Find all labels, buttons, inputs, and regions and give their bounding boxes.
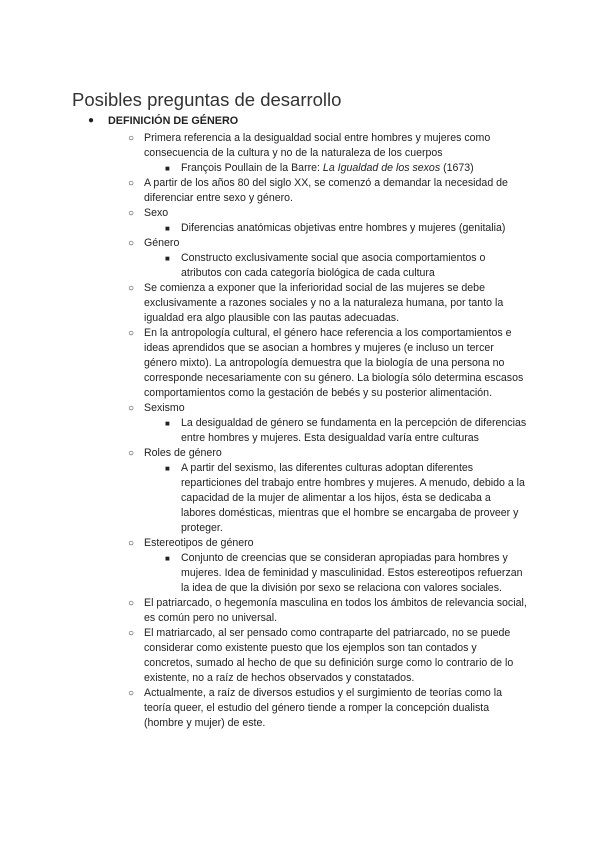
list-item — [128, 596, 528, 626]
list-item — [128, 281, 528, 326]
list-item — [128, 446, 528, 461]
sub-list-item — [128, 221, 528, 236]
circle-bullet-icon: ○ — [128, 598, 135, 609]
list-item-text: Sexo — [144, 207, 169, 219]
circle-bullet-icon: ○ — [128, 628, 135, 639]
square-bullet-icon: ■ — [165, 254, 170, 263]
list-item — [128, 536, 528, 551]
square-bullet-icon: ■ — [165, 164, 170, 173]
sub-list-item — [128, 161, 528, 176]
list-item — [128, 401, 528, 416]
bullet-icon: ● — [88, 115, 95, 126]
list-item-text: Sexismo — [144, 402, 185, 414]
sub-list-item-text: François Poullain de la Barre: La Igualdad de los sexos (1673) — [181, 162, 474, 174]
list-item — [128, 686, 528, 731]
square-bullet-icon: ■ — [165, 224, 170, 233]
list-item-text: Estereotipos de género — [144, 537, 254, 549]
circle-bullet-icon: ○ — [128, 403, 135, 414]
list-item — [128, 131, 528, 161]
sub-list-item — [128, 416, 528, 446]
circle-bullet-icon: ○ — [128, 448, 135, 459]
sub-list-item-text: Diferencias anatómicas objetivas entre hombres y mujeres (genitalia) — [181, 222, 506, 234]
square-bullet-icon: ■ — [165, 464, 170, 473]
circle-bullet-icon: ○ — [128, 538, 135, 549]
list-item — [128, 176, 528, 206]
circle-bullet-icon: ○ — [128, 208, 135, 219]
sub-list-item-text: A partir del sexismo, las diferentes culturas adoptan diferentes reparticiones del trabajo entre hombres y mujeres. A menudo, debido a la capacidad de la mujer de alimentar a los hijos, ésta se dedicaba a labores domésticas, mientras que el hombre se encargaba de proveer y proteger. — [181, 462, 525, 534]
circle-bullet-icon: ○ — [128, 328, 135, 339]
list-item-text: Roles de género — [144, 447, 222, 459]
list-item — [128, 206, 528, 221]
list-item-text: Primera referencia a la desigualdad social entre hombres y mujeres como consecuencia de la cultura y no de la naturaleza de los cuerpos — [144, 132, 491, 159]
sub-list-item-text: Constructo exclusivamente social que asocia comportamientos o atributos con cada categoría biológica de cada cultura — [181, 252, 486, 279]
sub-list-item — [128, 551, 528, 596]
circle-bullet-icon: ○ — [128, 133, 135, 144]
section-heading-text: DEFINICIÓN DE GÉNERO — [108, 115, 239, 127]
list-item-text: Actualmente, a raíz de diversos estudios y el surgimiento de teorías como la teoría queer, el estudio del género tiende a romper la concepción dualista (hombre y mujer) de este. — [144, 687, 503, 729]
sub-list-item-text: La desigualdad de género se fundamenta en la percepción de diferencias entre hombres y mujeres. Esta desigualdad varía entre culturas — [181, 417, 527, 444]
list-item — [128, 326, 528, 401]
circle-bullet-icon: ○ — [128, 283, 135, 294]
bullet-list — [128, 131, 528, 731]
circle-bullet-icon: ○ — [128, 688, 135, 699]
book-title: La Igualdad de los sexos — [322, 162, 441, 174]
circle-bullet-icon: ○ — [128, 178, 135, 189]
list-item — [128, 626, 528, 686]
list-item-text: En la antropología cultural, el género hace referencia a los comportamientos e ideas aprendidos que se asocian a hombres y mujeres (e incluso un tercer género mixto). La antropología demuestra que la biología de una persona no corresponde necesariamente con su género. La biología sólo determina escasos comportamientos como la gestación de bebés y su posterior alimentación. — [144, 327, 524, 399]
circle-bullet-icon: ○ — [128, 238, 135, 249]
page-title: Posibles preguntas de desarrollo — [72, 89, 342, 110]
list-item — [128, 236, 528, 251]
square-bullet-icon: ■ — [165, 554, 170, 563]
sub-list-item — [128, 461, 528, 536]
list-item-text: A partir de los años 80 del siglo XX, se comenzó a demandar la necesidad de diferenciar entre sexo y género. — [144, 177, 508, 204]
list-item-text: Se comienza a exponer que la inferioridad social de las mujeres se debe exclusivamente a razones sociales y no a la naturaleza humana, por tanto la igualdad era algo plausible con las pautas adecuadas. — [144, 282, 504, 324]
square-bullet-icon: ■ — [165, 419, 170, 428]
list-item-text: Género — [144, 237, 180, 249]
list-item-text: El patriarcado, o hegemonía masculina en todos los ámbitos de relevancia social, es común pero no universal. — [144, 597, 527, 624]
sub-list-item-text: Conjunto de creencias que se consideran apropiadas para hombres y mujeres. Idea de feminidad y masculinidad. Estos estereotipos refuerzan la idea de que la división por sexo se relaciona con valores sociales. — [181, 552, 523, 594]
list-item-text: El matriarcado, al ser pensado como contraparte del patriarcado, no se puede considerar como existente puesto que los ejemplos son tan contados y concretos, sumado al hecho de que su definición surge como lo contrario de lo existente, no a raíz de hechos observados y constatados. — [144, 627, 514, 684]
sub-list-item — [128, 251, 528, 281]
